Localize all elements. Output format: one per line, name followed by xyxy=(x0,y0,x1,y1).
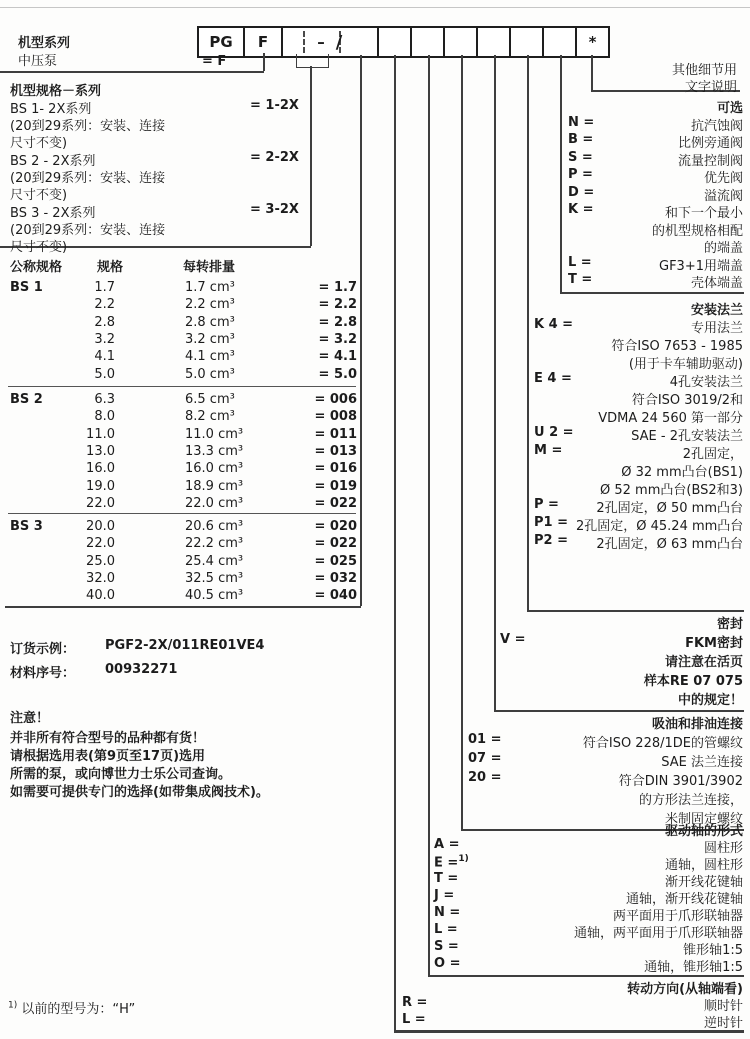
table-row xyxy=(10,367,360,384)
pump-type-code: = F xyxy=(202,54,227,69)
code-description: Ø 52 mm凸台(BS2和3) xyxy=(600,483,743,498)
star-glyph: * xyxy=(588,33,597,51)
table-cell-displacement: 5.0 cm³ xyxy=(185,366,235,382)
code-row xyxy=(534,407,743,424)
series-bs2-label: BS 2 - 2X系列 xyxy=(10,154,96,169)
table-cell-displacement: 40.5 cm³ xyxy=(185,588,244,604)
code-label: P = xyxy=(534,497,559,512)
rule-flange-bottom xyxy=(527,610,744,612)
dashed-separator xyxy=(303,31,305,53)
table-header-displacement: 每转排量 xyxy=(183,260,236,275)
table-group-label: BS 3 xyxy=(10,519,43,534)
code-row xyxy=(468,789,743,806)
code-description: 溢流阀 xyxy=(703,188,743,204)
code-label: T = xyxy=(568,272,593,287)
code-label: D = xyxy=(568,184,595,200)
series-bs3-label: BS 3 - 2X系列 xyxy=(10,206,96,221)
code-description: 和下一个最小 xyxy=(664,206,743,221)
code-description: 其他细节用 xyxy=(671,63,737,78)
code-row xyxy=(568,272,743,289)
table-cell-size: 25.0 xyxy=(86,553,115,569)
connector-ports xyxy=(461,55,463,829)
model-code-boxes xyxy=(197,26,610,58)
code-row xyxy=(568,97,743,114)
code-row xyxy=(568,220,743,237)
connector-size-series xyxy=(310,66,312,246)
code-description: SAE 法兰连接 xyxy=(661,755,743,770)
code-label: N = xyxy=(434,905,461,920)
dash-glyph: – xyxy=(317,33,325,51)
code-label: O = xyxy=(434,956,461,971)
code-row xyxy=(534,389,743,406)
series-bs1-label: BS 1- 2X系列 xyxy=(10,102,92,117)
code-description: 专用法兰 xyxy=(690,321,743,336)
table-cell-size: 20.0 xyxy=(86,519,115,534)
table-cell-displacement: 25.4 cm³ xyxy=(185,553,244,569)
series-bs3-note1: (20到29系列：安装、连接 xyxy=(10,223,166,238)
note-title: 注意！ xyxy=(10,711,50,726)
code-description: 符合ISO 7653 - 1985 xyxy=(611,339,743,354)
code-row xyxy=(534,425,743,442)
rule-table-bs1-bs2 xyxy=(8,386,356,387)
series-bs3-code: = 3-2X xyxy=(250,202,299,217)
code-row xyxy=(568,202,743,219)
code-description: 通轴，圆柱形 xyxy=(664,858,743,873)
code-description: 4孔安装法兰 xyxy=(669,375,743,390)
table-cell-size: 2.2 xyxy=(94,297,115,313)
code-row xyxy=(534,443,743,460)
code-box-type xyxy=(245,28,283,56)
code-row xyxy=(534,479,743,496)
table-row xyxy=(10,315,360,332)
code-row xyxy=(568,132,743,149)
code-row xyxy=(434,820,743,837)
code-description: 2孔固定，Ø 45.24 mm凸台 xyxy=(576,519,744,534)
code-description: 抗汽蚀阀 xyxy=(690,118,743,134)
code-label: P1 = xyxy=(534,515,568,530)
table-cell-code: = 2.2 xyxy=(318,297,357,313)
code-row xyxy=(434,888,743,905)
table-cell-displacement: 3.2 cm³ xyxy=(185,331,235,347)
table-cell-size: 13.0 xyxy=(86,443,115,459)
table-row xyxy=(10,392,360,409)
table-row xyxy=(10,479,360,496)
code-description: 中的规定！ xyxy=(677,693,743,708)
code-description: 圆柱形 xyxy=(703,841,743,856)
code-description: 米制固定螺纹 xyxy=(664,812,743,827)
table-cell-code: = 040 xyxy=(314,588,357,604)
table-cell-size: 16.0 xyxy=(86,461,115,477)
table-cell-code: = 4.1 xyxy=(318,349,357,365)
code-row xyxy=(568,237,743,254)
footnote xyxy=(8,998,135,1017)
code-row xyxy=(402,1012,743,1029)
table-cell-code: = 016 xyxy=(314,461,357,477)
note-line-1: 并非所有符合型号的品种都有货！ xyxy=(10,731,206,746)
code-description: 通轴，渐开线花键轴 xyxy=(625,892,743,907)
slash-glyph: / xyxy=(335,31,343,53)
code-row xyxy=(500,670,743,687)
code-row xyxy=(534,497,743,514)
code-description: 逆时针 xyxy=(703,1016,743,1031)
table-cell-size: 4.1 xyxy=(94,349,115,365)
code-box-pg xyxy=(199,28,245,56)
table-group-label: BS 2 xyxy=(10,392,43,407)
code-label: V = xyxy=(500,632,526,647)
code-description: 符合ISO 3019/2和 xyxy=(631,393,743,408)
code-row xyxy=(402,995,743,1012)
table-cell-code: = 032 xyxy=(314,570,357,586)
code-description: 2孔固定，Ø 50 mm凸台 xyxy=(596,501,743,516)
table-row xyxy=(10,409,360,426)
code-row xyxy=(568,150,743,167)
code-label: J = xyxy=(434,888,455,903)
code-label: R = xyxy=(402,995,428,1010)
table-row xyxy=(10,554,360,571)
code-label: T = xyxy=(434,871,459,886)
table-cell-size: 8.0 xyxy=(94,409,115,425)
table-cell-displacement: 18.9 cm³ xyxy=(185,478,244,494)
series-bs2-note1: (20到29系列：安装、连接 xyxy=(10,171,166,186)
table-cell-code: = 3.2 xyxy=(318,331,357,347)
code-label: L = xyxy=(434,922,458,937)
rule-seal-bottom xyxy=(494,710,744,712)
code-label: U 2 = xyxy=(534,425,574,440)
table-row xyxy=(10,571,360,588)
table-row xyxy=(10,427,360,444)
order-example-value: PGF2-2X/011RE01VE4 xyxy=(105,638,265,653)
table-cell-size: 2.8 xyxy=(94,314,115,330)
table-cell-code: = 1.7 xyxy=(318,280,357,295)
code-row xyxy=(468,751,743,768)
code-description: 通轴，两平面用于爪形联轴器 xyxy=(573,926,743,941)
material-number-label: 材料序号： xyxy=(10,666,76,681)
code-description: 渐开线花键轴 xyxy=(664,875,743,890)
code-description: (用于卡车辅助驱动) xyxy=(628,357,743,372)
code-type-label: F xyxy=(257,33,269,51)
code-label: N = xyxy=(568,114,595,130)
table-cell-code: = 011 xyxy=(314,426,357,442)
table-row xyxy=(10,519,360,536)
code-row xyxy=(534,317,743,334)
code-label: 20 = xyxy=(468,770,502,785)
code-description: FKM密封 xyxy=(685,636,743,651)
table-cell-code: = 008 xyxy=(314,409,357,425)
table-cell-displacement: 1.7 cm³ xyxy=(185,280,235,295)
rule-pump-type xyxy=(0,71,264,73)
series-bs1-code: = 1-2X xyxy=(250,98,299,113)
code-label: S = xyxy=(434,939,459,954)
code-row xyxy=(434,854,743,871)
note-line-3: 所需的泵，或向博世力士乐公司查询。 xyxy=(10,767,232,782)
code-description: 通轴，锥形轴1:5 xyxy=(644,960,743,975)
code-label: A = xyxy=(434,837,460,852)
code-description: 锥形轴1:5 xyxy=(683,943,743,958)
table-row xyxy=(10,332,360,349)
series-bs3-note2: 尺寸不变) xyxy=(10,240,68,255)
table-cell-code: = 022 xyxy=(314,536,357,552)
rule-table-bs2-bs3 xyxy=(8,513,356,514)
code-row xyxy=(500,613,743,630)
table-cell-displacement: 4.1 cm³ xyxy=(185,349,235,365)
code-description: 请注意在活页 xyxy=(664,655,743,670)
code-label: E =$^{1)}$ xyxy=(434,854,469,871)
code-label: S = xyxy=(568,149,593,165)
code-row xyxy=(434,837,743,854)
code-row xyxy=(434,922,743,939)
code-description: 流量控制阀 xyxy=(677,153,743,169)
code-row xyxy=(568,115,743,132)
code-description: Ø 32 mm凸台(BS1) xyxy=(621,465,743,480)
table-cell-displacement: 16.0 cm³ xyxy=(185,461,244,477)
code-row xyxy=(534,461,743,478)
code-description: 比例旁通阀 xyxy=(677,136,743,151)
code-label: 01 = xyxy=(468,732,502,747)
table-cell-code: = 2.8 xyxy=(318,314,357,330)
code-box-empty-6 xyxy=(544,28,577,56)
table-row xyxy=(10,496,360,513)
pump-type-label: 中压泵 xyxy=(18,54,58,69)
table-cell-size: 32.0 xyxy=(86,570,115,586)
code-description: SAE - 2孔安装法兰 xyxy=(631,429,743,444)
connector-flange xyxy=(527,55,529,610)
size-series-title: 机型规格－系列 xyxy=(10,84,102,99)
code-description: 样本RE 07 075 xyxy=(643,674,743,689)
rule-shaft-bottom xyxy=(428,975,744,977)
table-cell-code: = 025 xyxy=(314,553,357,569)
table-cell-displacement: 22.0 cm³ xyxy=(185,495,244,511)
rule-options-bottom xyxy=(560,292,744,294)
table-cell-size: 5.0 xyxy=(94,366,115,382)
table-cell-displacement: 22.2 cm³ xyxy=(185,536,244,552)
table-header-nominal: 公称规格 xyxy=(10,260,63,275)
material-number-value: 00932271 xyxy=(105,662,178,677)
footnote-ref: 1) xyxy=(458,854,469,864)
code-description: 顺时针 xyxy=(703,999,743,1014)
code-description: 2孔固定，Ø 63 mm凸台 xyxy=(596,537,743,552)
code-box-empty-2 xyxy=(412,28,445,56)
note-line-4: 如需要可提供专门的选择(如带集成阀技术)。 xyxy=(10,785,269,800)
code-description: 密封 xyxy=(716,617,743,632)
code-row xyxy=(568,255,743,272)
table-cell-size: 22.0 xyxy=(86,536,115,552)
table-cell-displacement: 2.8 cm³ xyxy=(185,314,235,330)
table-cell-size: 22.0 xyxy=(86,495,115,511)
code-description: 转动方向(从轴端看) xyxy=(627,982,743,997)
code-box-empty-5 xyxy=(511,28,544,56)
code-row xyxy=(434,905,743,922)
table-row xyxy=(10,444,360,461)
table-row xyxy=(10,280,360,297)
code-label: P2 = xyxy=(534,533,568,548)
rule-table-bottom xyxy=(5,606,361,608)
connector-pump-type xyxy=(263,53,265,71)
series-connector-rect xyxy=(296,54,329,68)
code-box-empty-1 xyxy=(379,28,412,56)
code-label: E 4 = xyxy=(534,371,572,386)
code-row xyxy=(468,713,743,730)
table-cell-displacement: 2.2 cm³ xyxy=(185,297,235,313)
series-bs2-note2: 尺寸不变) xyxy=(10,188,68,203)
table-row xyxy=(10,588,360,605)
code-row xyxy=(434,871,743,888)
connector-shaft xyxy=(428,55,430,975)
table-cell-code: = 022 xyxy=(314,495,357,511)
code-row xyxy=(534,371,743,388)
table-row xyxy=(10,536,360,553)
code-description: 优先阀 xyxy=(703,171,743,186)
table-cell-size: 1.7 xyxy=(94,280,115,295)
table-cell-size: 19.0 xyxy=(86,478,115,494)
table-cell-size: 11.0 xyxy=(86,426,115,442)
code-description: 2孔固定， xyxy=(682,447,743,462)
table-cell-code: = 019 xyxy=(314,478,357,494)
code-label: K = xyxy=(568,202,594,217)
table-cell-displacement: 32.5 cm³ xyxy=(185,570,244,586)
code-row xyxy=(500,651,743,668)
connector-displacement xyxy=(360,55,362,606)
table-cell-code: = 013 xyxy=(314,443,357,459)
series-bs2-code: = 2-2X xyxy=(250,150,299,165)
table-group-label: BS 1 xyxy=(10,280,43,295)
code-description: 的端盖 xyxy=(703,241,743,256)
table-cell-displacement: 6.5 cm³ xyxy=(185,392,235,407)
code-pg-label: PG xyxy=(209,33,233,51)
code-description: 的机型规格相配 xyxy=(651,223,743,239)
table-cell-displacement: 11.0 cm³ xyxy=(185,426,244,442)
code-row xyxy=(402,978,743,995)
model-series-title: 机型系列 xyxy=(18,36,71,51)
table-cell-code: = 020 xyxy=(314,519,357,534)
table-row xyxy=(10,461,360,478)
code-box-empty-4 xyxy=(478,28,511,56)
code-row xyxy=(600,59,737,76)
connector-rotation xyxy=(394,55,396,1031)
code-row xyxy=(468,770,743,787)
connector-seal xyxy=(494,55,496,710)
table-cell-size: 3.2 xyxy=(94,331,115,347)
table-cell-displacement: 8.2 cm³ xyxy=(185,409,235,425)
table-cell-code: = 006 xyxy=(314,392,357,407)
series-bs1-note2: 尺寸不变) xyxy=(10,136,68,151)
code-row xyxy=(434,956,743,973)
order-example-label: 订货示例： xyxy=(10,642,76,657)
code-description: 符合DIN 3901/3902 xyxy=(618,774,743,789)
table-cell-size: 6.3 xyxy=(94,392,115,407)
code-description: 壳体端盖 xyxy=(690,276,743,291)
code-label: 07 = xyxy=(468,751,502,766)
code-label: L = xyxy=(402,1012,426,1027)
code-row xyxy=(534,299,743,316)
footnote-marker: 1) xyxy=(8,1000,18,1011)
code-description: 驱动轴的形式 xyxy=(664,824,743,839)
code-description: 文字说明 xyxy=(684,79,737,95)
code-description: GF3+1用端盖 xyxy=(659,258,743,274)
table-cell-displacement: 13.3 cm³ xyxy=(185,443,244,459)
table-cell-displacement: 20.6 cm³ xyxy=(185,519,244,534)
table-cell-size: 40.0 xyxy=(86,588,115,604)
code-description: 的方形法兰连接， xyxy=(638,793,743,808)
code-row xyxy=(500,632,743,649)
code-box-empty-3 xyxy=(445,28,478,56)
code-label: P = xyxy=(568,167,593,182)
code-description: 可选 xyxy=(716,101,743,116)
note-line-2: 请根据选用表(第9页至17页)选用 xyxy=(10,749,206,764)
code-row xyxy=(534,335,743,352)
code-box-size-series xyxy=(283,28,379,56)
code-row xyxy=(500,689,743,706)
code-box-star xyxy=(577,28,608,56)
code-description: 两平面用于爪形联轴器 xyxy=(612,909,743,924)
code-row xyxy=(600,76,737,93)
code-row xyxy=(568,185,743,202)
code-label: L = xyxy=(568,254,592,270)
connector-options xyxy=(560,55,562,292)
connector-star xyxy=(591,55,593,90)
code-row xyxy=(568,167,743,184)
table-header-size: 规格 xyxy=(97,260,124,275)
code-description: 符合ISO 228/1DE的管螺纹 xyxy=(582,736,743,751)
code-row xyxy=(534,515,743,532)
code-row xyxy=(534,533,743,550)
table-cell-code: = 5.0 xyxy=(318,366,357,382)
footnote-text: 以前的型号为：“H” xyxy=(21,1002,136,1017)
code-label: K 4 = xyxy=(534,317,574,332)
code-description: 吸油和排油连接 xyxy=(651,717,743,732)
code-row xyxy=(434,939,743,956)
code-description: 安装法兰 xyxy=(690,303,743,318)
code-description: VDMA 24 560 第一部分 xyxy=(598,411,743,426)
code-row xyxy=(468,732,743,749)
page-top-rule xyxy=(0,7,750,8)
series-bs1-note1: (20到29系列：安装、连接 xyxy=(10,119,166,134)
table-row xyxy=(10,349,360,366)
code-label: B = xyxy=(568,132,594,147)
code-label: M = xyxy=(534,443,563,458)
code-row xyxy=(534,353,743,370)
table-row xyxy=(10,297,360,314)
